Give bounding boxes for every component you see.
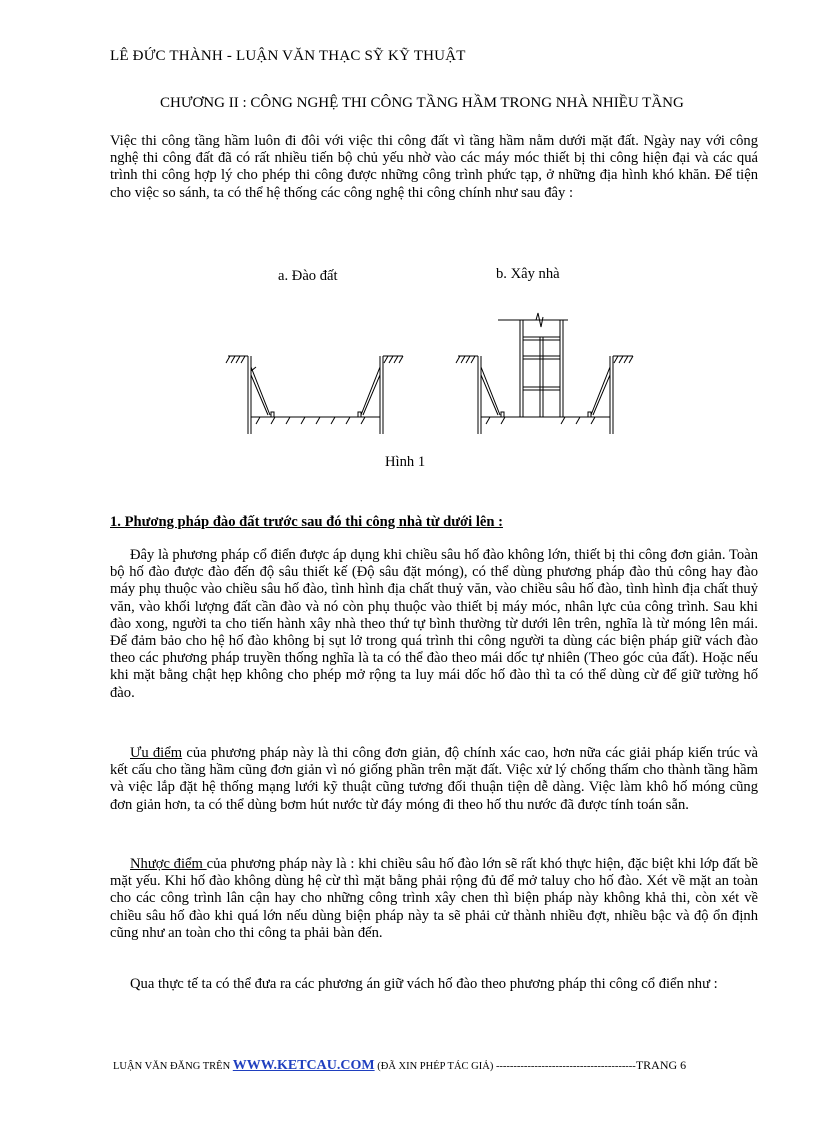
chapter-title: CHƯƠNG II : CÔNG NGHỆ THI CÔNG TẦNG HẦM TRONG NHÀ NHIỀU TẦNG (160, 95, 684, 111)
footer-prefix: LUẬN VĂN ĐĂNG TRÊN (113, 1061, 233, 1072)
section-heading: 1. Phương pháp đào đất trước sau đó thi công nhà từ dưới lên : (110, 514, 503, 530)
advantages-paragraph (110, 745, 758, 814)
intro-paragraph: Việc thi công tầng hầm luôn đi đôi với việc thi công đất vì tầng hầm nằm dưới mặt đất. Ngày nay với công nghệ thi công đất đã có rất nhiều tiến bộ chủ yếu nhờ vào các máy móc thiết bị thi công hiện đại và các quá trình thi công hợp lý cho phép thi công được những công trình phức tạp, ở những địa hình khó khăn. Để tiện cho việc so sánh, ta có thể hệ thống các công nghệ thi công chính như sau đây : (110, 133, 758, 201)
section-paragraph-4: Qua thực tế ta có thể đưa ra các phương án giữ vách hố đào theo phương pháp thi công cổ điển như : (130, 976, 718, 992)
disadvantages-text: của phương pháp này là : khi chiều sâu hố đào lớn sẽ rất khó thực hiện, đặc biệt khi lớp đất bề mặt yếu. Khi hố đào không dùng hệ cừ thì mặt bằng phải rộng đủ để mở taluy cho hố đào. Xét về mặt an toàn cho các công trình lân cận hay cho những công trình xây chen thì biện pháp này không khả thi, còn xét về chiều sâu hố đào khi quá lớn nếu dùng biện pháp này ta sẽ phải cử thành nhiều đợt, nhiều bậc và độ ổn định cũng như an toàn cho thi công ta phải bàn đến. (110, 856, 758, 941)
diagram-a-excavation (226, 356, 403, 434)
footer-link[interactable]: WWW.KETCAU.COM (232, 1058, 375, 1073)
disadvantages-term: Nhược điểm (130, 856, 207, 872)
section-paragraph-1: Đây là phương pháp cổ điển được áp dụng khi chiều sâu hố đào không lớn, thiết bị thi công đơn giản. Toàn bộ hố đào được đào đến độ sâu thiết kế (Độ sâu đặt móng), có thể dùng phương pháp đào thủ công hay đào máy phụ thuộc vào chiều sâu hố đào, tình hình địa chất thuỷ văn, vào chiều sâu hố đào, tình hình địa chất thuỷ văn, vào khối lượng đất cần đào và nó còn phụ thuộc vào thiết bị máy móc, nhân lực của công trình. Sau khi đào xong, người ta cho tiến hành xây nhà theo thứ tự bình thường từ dưới lên trên, nghĩa là từ móng lên mái. Để đảm bảo cho hệ hố đào không bị sụt lở trong quá trình thi công người ta dùng các biện pháp giữ vách đào theo các phương pháp truyền thống nghĩa là ta có thể đào theo mái dốc tự nhiên (Theo góc của đất). Hoặc nếu khi mặt bằng chật hẹp không cho phép mở rộng ta luy mái dốc hố đào thì ta có thể dùng cừ để giữ tường hố đào. (110, 547, 758, 701)
footer-suffix: (ĐÃ XIN PHÉP TÁC GIẢ) ---------------------------------------- (374, 1061, 636, 1072)
figure-caption: Hình 1 (385, 454, 426, 470)
figure-label-b: b. Xây nhà (496, 266, 560, 282)
disadvantages-paragraph (110, 856, 758, 942)
diagram-b-building (456, 313, 633, 434)
page-number: TRANG 6 (635, 1058, 687, 1072)
figure-1 (220, 262, 640, 477)
excavation-diagram (220, 287, 640, 477)
page-footer (113, 1058, 686, 1074)
advantages-text: của phương pháp này là thi công đơn giản, độ chính xác cao, hơn nữa các giải pháp kiến trúc và kết cấu cho tầng hầm cũng đơn giản vì nó giống phần trên mặt đất. Việc xử lý chống thấm cho thành tầng hầm và việc lắp đặt hệ thống mạng lưới kỹ thuật cũng tương đối thuận tiện dễ dàng. Việc làm khô hố móng cũng đơn giản hơn, ta có thể dùng bơm hút nước từ đáy móng đi theo hố thu nước đã được tính toán sẵn. (110, 745, 759, 813)
advantages-term: Ưu điểm (130, 745, 183, 761)
page-header: LÊ ĐỨC THÀNH - LUẬN VĂN THẠC SỸ KỸ THUẬT (110, 48, 466, 64)
figure-label-a: a. Đào đất (278, 268, 338, 284)
